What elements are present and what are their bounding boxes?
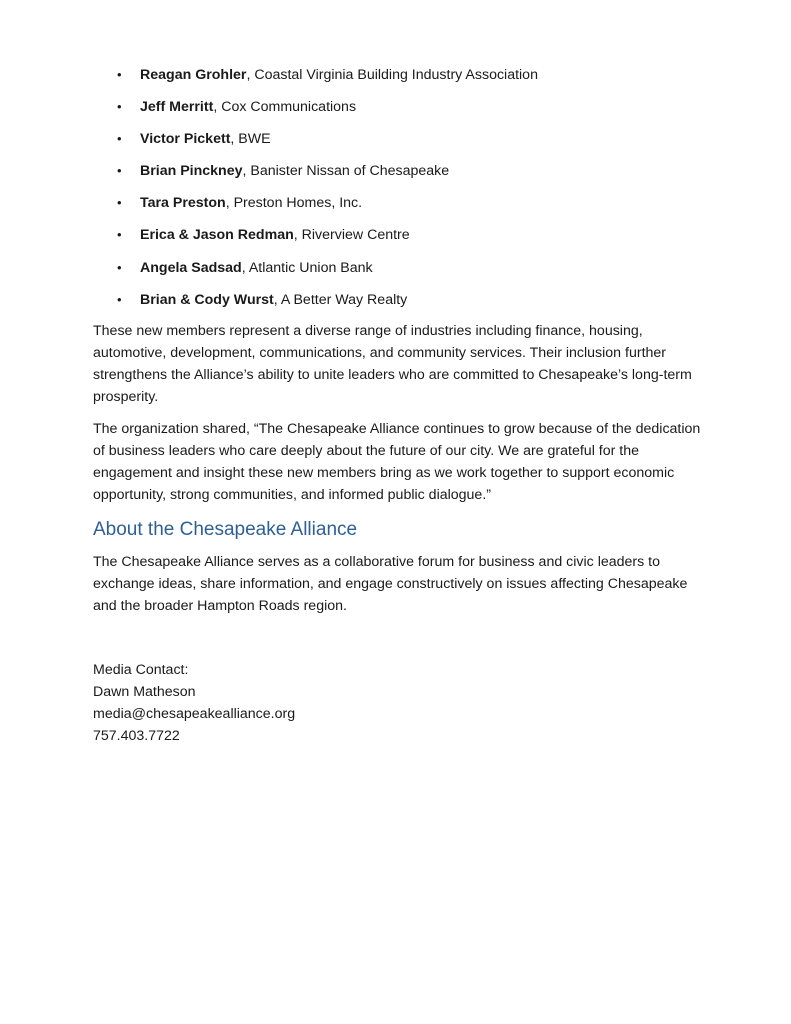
bullet-icon: • <box>117 131 122 147</box>
media-contact-name: Dawn Matheson <box>93 684 196 700</box>
member-name: Jeff Merritt <box>140 99 214 116</box>
bullet-icon: • <box>117 99 122 115</box>
member-organization: , BWE <box>230 131 271 148</box>
member-organization: , Coastal Virginia Building Industry Association <box>246 67 538 83</box>
member-list-item <box>93 64 538 96</box>
member-list-item <box>93 289 538 321</box>
member-organization: , A Better Way Realty <box>273 291 408 308</box>
member-list-item <box>93 192 538 224</box>
member-name: Angela Sadsad <box>140 259 242 276</box>
member-name: Brian Pinckney <box>140 163 243 180</box>
member-name: Tara Preston <box>140 195 226 212</box>
about-paragraph: The Chesapeake Alliance serves as a collaborative forum for business and civic leaders to exchange ideas, share information, and engage constructively on issues affecting Chesapeake and the broader Hampton Roads region. <box>93 554 688 614</box>
member-organization: , Banister Nissan of Chesapeake <box>242 163 450 180</box>
member-organization: , Riverview Centre <box>293 227 410 244</box>
media-contact-phone: 757.403.7722 <box>93 728 180 744</box>
media-contact-label: Media Contact: <box>93 662 189 678</box>
member-list-item <box>93 257 538 289</box>
bullet-icon: • <box>117 67 122 82</box>
bullet-icon: • <box>117 291 122 307</box>
industries-paragraph: These new members represent a diverse range of industries including finance, housing, automotive, development, communications, and community services. Their inclusion further strengthens the Alliance’s ability to unite leaders who are committed to Chesapeake’s long-term prosperity. <box>93 323 692 405</box>
quote-paragraph: The organization shared, “The Chesapeake Alliance continues to grow because of the dedication of business leaders who care deeply about the future of our city. We are grateful for the engagement and insight these new members bring as we work together to support economic opportunity, strong communities, and informed public dialogue.” <box>93 421 701 503</box>
member-list-item <box>93 224 538 256</box>
media-contact-block <box>93 659 295 747</box>
member-list-item <box>93 96 538 128</box>
member-name: Brian & Cody Wurst <box>140 291 274 308</box>
member-name: Reagan Grohler <box>140 67 247 83</box>
member-organization: , Preston Homes, Inc. <box>225 195 363 212</box>
member-list-item <box>93 160 538 192</box>
member-name: Victor Pickett <box>140 131 231 148</box>
member-organization: , Cox Communications <box>213 99 357 116</box>
bullet-icon: • <box>117 195 122 211</box>
member-name: Erica & Jason Redman <box>140 227 294 244</box>
new-members-list <box>93 64 538 321</box>
bullet-icon: • <box>117 163 122 179</box>
media-contact-email[interactable]: media@chesapeakealliance.org <box>93 706 296 722</box>
about-heading: About the Chesapeake Alliance <box>93 519 358 540</box>
member-organization: , Atlantic Union Bank <box>241 259 373 276</box>
member-list-item <box>93 128 538 160</box>
bullet-icon: • <box>117 227 122 243</box>
bullet-icon: • <box>117 259 122 275</box>
